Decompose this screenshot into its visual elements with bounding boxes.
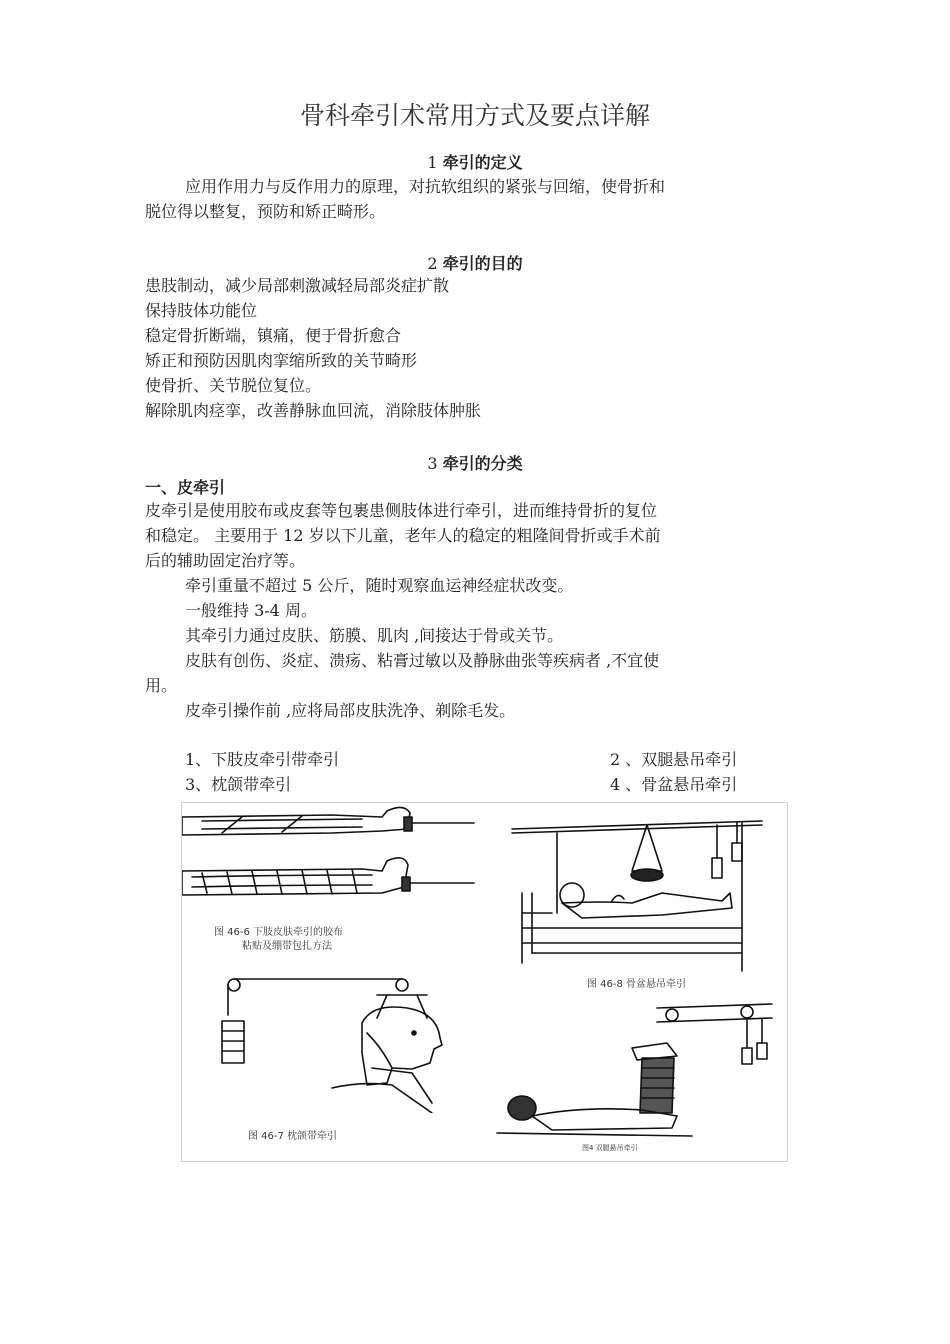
note-line: 牵引重量不超过 5 公斤，随时观察血运神经症状改变。 [185,576,574,595]
section-heading-text: 牵引的定义 [442,153,523,172]
paragraph-line: 应用作用力与反作用力的原理，对抗软组织的紧张与回缩，使骨折和 [185,177,666,196]
figure-caption: 图 46-6 下肢皮肤牵引的胶布 [214,927,344,938]
figure-caption: 图 46-7 枕颌带牵引 [248,1131,338,1142]
list-item: 保持肢体功能位 [145,301,258,320]
note-line: 一般维持 3-4 周。 [185,601,317,620]
traction-illustrations [181,802,788,1162]
figure-caption: 图 46-8 骨盆悬吊牵引 [587,979,687,990]
subsection-heading: 一、皮牵引 [145,478,226,497]
section-heading-text: 牵引的分类 [442,454,523,473]
section-heading-text: 牵引的目的 [442,254,523,273]
note-line: 其牵引力通过皮肤、筋膜、肌肉 ,间接达于骨或关节。 [185,626,564,645]
double-leg-suspension-illustration [492,988,787,1148]
traction-type-2: 2 、双腿悬吊牵引 [610,750,738,769]
section-1-heading [0,150,950,173]
section-3-heading [0,451,950,474]
prep-line: 皮牵引操作前 ,应将局部皮肤洗净、剃除毛发。 [185,701,516,720]
paragraph-line: 和稳定。 主要用于 12 岁以下儿童，老年人的稳定的粗隆间骨折或手术前 [145,526,661,545]
warning-line: 皮肤有创伤、炎症、溃疡、粘膏过敏以及静脉曲张等疾病者 ,不宜使 [185,651,660,670]
lower-limb-traction-illustration [182,803,482,923]
section-2-heading [0,251,950,274]
traction-type-4: 4 、骨盆悬吊牵引 [610,775,738,794]
paragraph-line: 脱位得以整复，预防和矫正畸形。 [145,202,386,221]
figure-caption: 图4 双腿悬吊牵引 [582,1144,638,1152]
paragraph-line: 后的辅助固定治疗等。 [145,551,306,570]
section-number: 1 [427,153,438,172]
traction-type-1: 1、下肢皮牵引带牵引 [185,750,340,769]
occipitomandibular-traction-illustration [202,973,482,1113]
section-number: 2 [427,254,438,273]
list-item: 解除肌肉痉挛，改善静脉血回流，消除肢体肿胀 [145,401,482,420]
traction-type-3: 3、枕颌带牵引 [185,775,292,794]
section-number: 3 [427,454,438,473]
figure-caption: 粘贴及绷带包扎方法 [242,941,332,952]
page-title: 骨科牵引术常用方式及要点详解 [299,101,650,130]
list-item: 患肢制动，减少局部刺激减轻局部炎症扩散 [145,276,450,295]
warning-line: 用。 [145,676,178,695]
pelvic-suspension-illustration [492,803,787,973]
list-item: 矫正和预防因肌肉挛缩所致的关节畸形 [145,351,418,370]
paragraph-line: 皮牵引是使用胶布或皮套等包裹患侧肢体进行牵引，进而维持骨折的复位 [145,501,658,520]
list-item: 使骨折、关节脱位复位。 [145,376,322,395]
list-item: 稳定骨折断端，镇痛，便于骨折愈合 [145,326,402,345]
